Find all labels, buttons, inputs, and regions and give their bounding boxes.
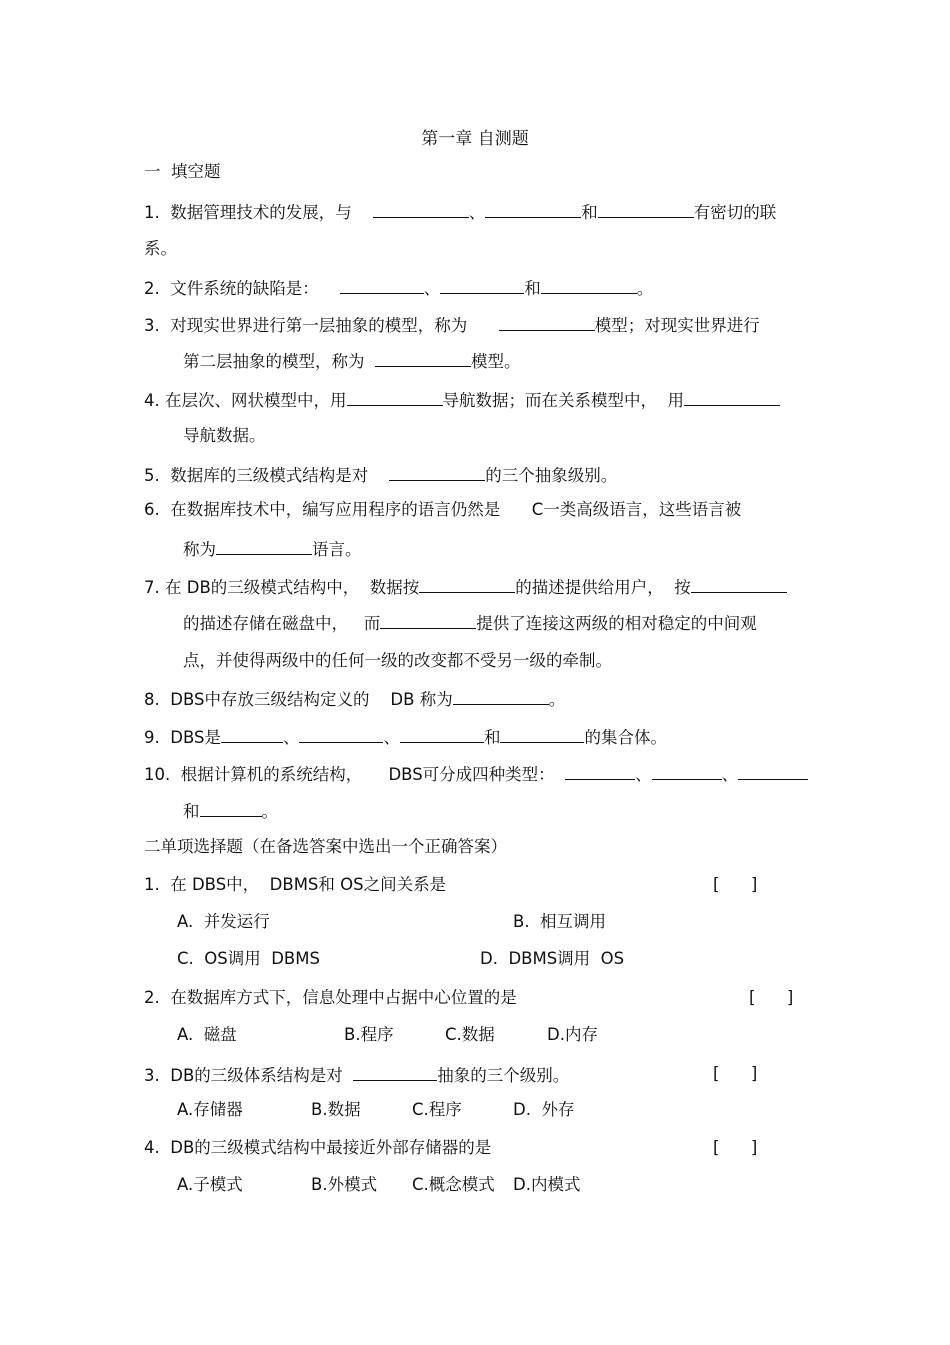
answer-blank[interactable] bbox=[373, 200, 469, 218]
option-d: D.内模式 bbox=[513, 1175, 581, 1194]
question-text: 抽象的三个级别。 bbox=[437, 1066, 570, 1085]
answer-blank[interactable] bbox=[221, 725, 283, 743]
fill-question-1-cont: 系。 bbox=[144, 239, 177, 258]
separator: 和 bbox=[581, 203, 598, 222]
question-text: 7. 在 DB的三级模式结构中， 数据按 bbox=[144, 578, 420, 597]
option-a: A. 并发运行 bbox=[177, 912, 270, 931]
fill-question-4 bbox=[144, 388, 780, 412]
fill-question-8 bbox=[144, 687, 565, 711]
answer-blank[interactable] bbox=[541, 276, 637, 294]
answer-blank[interactable] bbox=[347, 388, 443, 406]
option-b: B.程序 bbox=[344, 1025, 394, 1044]
separator: 、 bbox=[721, 765, 739, 784]
answer-blank[interactable] bbox=[565, 762, 635, 780]
question-text: 3. DB的三级体系结构是对 bbox=[144, 1066, 343, 1085]
answer-blank[interactable] bbox=[400, 725, 484, 743]
answer-blank[interactable] bbox=[440, 276, 524, 294]
question-text: 的集合体。 bbox=[584, 728, 667, 747]
answer-bracket[interactable]: [ ] bbox=[713, 1064, 758, 1083]
question-text: 10. 根据计算机的系统结构， DBS可分成四种类型： bbox=[144, 765, 555, 784]
answer-blank[interactable] bbox=[340, 276, 424, 294]
answer-blank[interactable] bbox=[375, 349, 471, 367]
fill-question-1 bbox=[144, 200, 776, 224]
option-b: B.数据 bbox=[311, 1100, 361, 1119]
option-a: A. 磁盘 bbox=[177, 1025, 237, 1044]
option-d: D. 外存 bbox=[513, 1100, 575, 1119]
question-text: 提供了连接这两级的相对稳定的中间观 bbox=[476, 614, 757, 633]
option-c: C. OS调用 DBMS bbox=[177, 949, 320, 968]
fill-question-7 bbox=[144, 575, 787, 599]
fill-question-6: 6. 在数据库技术中，编写应用程序的语言仍然是 C一类高级语言，这些语言被 bbox=[144, 500, 742, 519]
question-text: 2. 文件系统的缺陷是： bbox=[144, 279, 319, 298]
option-b: B. 相互调用 bbox=[513, 912, 607, 931]
option-d: D. DBMS调用 OS bbox=[480, 949, 625, 968]
question-text: 和 bbox=[183, 802, 200, 821]
separator: 、 bbox=[423, 279, 441, 298]
question-end: 。 bbox=[548, 690, 566, 709]
answer-blank[interactable] bbox=[500, 725, 584, 743]
question-text: 8. DBS中存放三级结构定义的 DB 称为 bbox=[144, 690, 453, 709]
fill-question-5 bbox=[144, 463, 617, 487]
choice-question-4: 4. DB的三级模式结构中最接近外部存储器的是 bbox=[144, 1138, 492, 1157]
section-heading-fill: 一 填空题 bbox=[144, 162, 221, 181]
question-end: 。 bbox=[261, 802, 278, 821]
answer-blank[interactable] bbox=[380, 611, 476, 629]
question-text: 9. DBS是 bbox=[144, 728, 221, 747]
separator: 和 bbox=[524, 279, 541, 298]
question-text: 的三个抽象级别。 bbox=[485, 466, 618, 485]
separator: 、 bbox=[282, 728, 300, 747]
answer-blank[interactable] bbox=[353, 1063, 437, 1081]
option-c: C.程序 bbox=[412, 1100, 462, 1119]
answer-blank[interactable] bbox=[738, 762, 808, 780]
separator: 和 bbox=[483, 728, 501, 747]
page-title: 第一章 自测题 bbox=[421, 129, 529, 149]
fill-question-7-cont bbox=[183, 611, 757, 635]
choice-question-2: 2. 在数据库方式下，信息处理中占据中心位置的是 bbox=[144, 988, 517, 1007]
answer-blank[interactable] bbox=[299, 725, 383, 743]
answer-blank[interactable] bbox=[200, 799, 262, 817]
answer-blank[interactable] bbox=[453, 687, 549, 705]
option-b: B.外模式 bbox=[311, 1175, 378, 1194]
fill-question-4-cont: 导航数据。 bbox=[183, 426, 266, 445]
answer-blank[interactable] bbox=[389, 463, 485, 481]
option-a: A.存储器 bbox=[177, 1100, 243, 1119]
option-c: C.概念模式 bbox=[412, 1175, 495, 1194]
choice-question-3 bbox=[144, 1063, 569, 1087]
separator: 、 bbox=[468, 203, 486, 222]
answer-blank[interactable] bbox=[652, 762, 722, 780]
answer-blank[interactable] bbox=[598, 200, 694, 218]
separator: 、 bbox=[383, 728, 400, 747]
answer-blank[interactable] bbox=[485, 200, 581, 218]
fill-question-10-cont bbox=[183, 799, 278, 823]
fill-question-6-cont bbox=[183, 537, 362, 561]
question-text: 语言。 bbox=[312, 540, 362, 559]
answer-blank[interactable] bbox=[216, 537, 312, 555]
separator: 、 bbox=[635, 765, 652, 784]
fill-question-9 bbox=[144, 725, 667, 749]
question-text: 模型。 bbox=[471, 352, 521, 371]
question-text: 的描述存储在磁盘中， 而 bbox=[183, 614, 381, 633]
option-d: D.内存 bbox=[547, 1025, 598, 1044]
answer-blank[interactable] bbox=[691, 575, 787, 593]
question-text: 的描述提供给用户， 按 bbox=[515, 578, 691, 597]
question-text: 5. 数据库的三级模式结构是对 bbox=[144, 466, 369, 485]
question-text: 有密切的联 bbox=[693, 203, 777, 222]
question-text: 模型；对现实世界进行 bbox=[594, 316, 760, 335]
fill-question-7-cont2: 点，并使得两级中的任何一级的改变都不受另一级的牵制。 bbox=[183, 651, 612, 670]
section-heading-choice: 二单项选择题（在备选答案中选出一个正确答案） bbox=[144, 837, 507, 856]
answer-blank[interactable] bbox=[419, 575, 515, 593]
question-text: 4. 在层次、网状模型中，用 bbox=[144, 391, 347, 410]
fill-question-10 bbox=[144, 762, 808, 786]
question-text: 第二层抽象的模型，称为 bbox=[183, 352, 365, 371]
question-text: 称为 bbox=[183, 540, 216, 559]
fill-question-3-cont bbox=[183, 349, 521, 373]
answer-bracket[interactable]: [ ] bbox=[713, 875, 758, 894]
fill-question-3 bbox=[144, 313, 760, 337]
option-c: C.数据 bbox=[445, 1025, 495, 1044]
answer-bracket[interactable]: [ ] bbox=[713, 1138, 758, 1157]
choice-question-1: 1. 在 DBS中， DBMS和 OS之间关系是 bbox=[144, 875, 447, 894]
question-text: 导航数据；而在关系模型中， 用 bbox=[442, 391, 684, 410]
question-text: 1. 数据管理技术的发展，与 bbox=[144, 203, 352, 222]
option-a: A.子模式 bbox=[177, 1175, 243, 1194]
question-text: 3. 对现实世界进行第一层抽象的模型，称为 bbox=[144, 316, 468, 335]
answer-blank[interactable] bbox=[684, 388, 780, 406]
fill-question-2 bbox=[144, 276, 653, 300]
answer-blank[interactable] bbox=[499, 313, 595, 331]
answer-bracket[interactable]: [ ] bbox=[749, 988, 794, 1007]
question-end: 。 bbox=[636, 279, 654, 298]
